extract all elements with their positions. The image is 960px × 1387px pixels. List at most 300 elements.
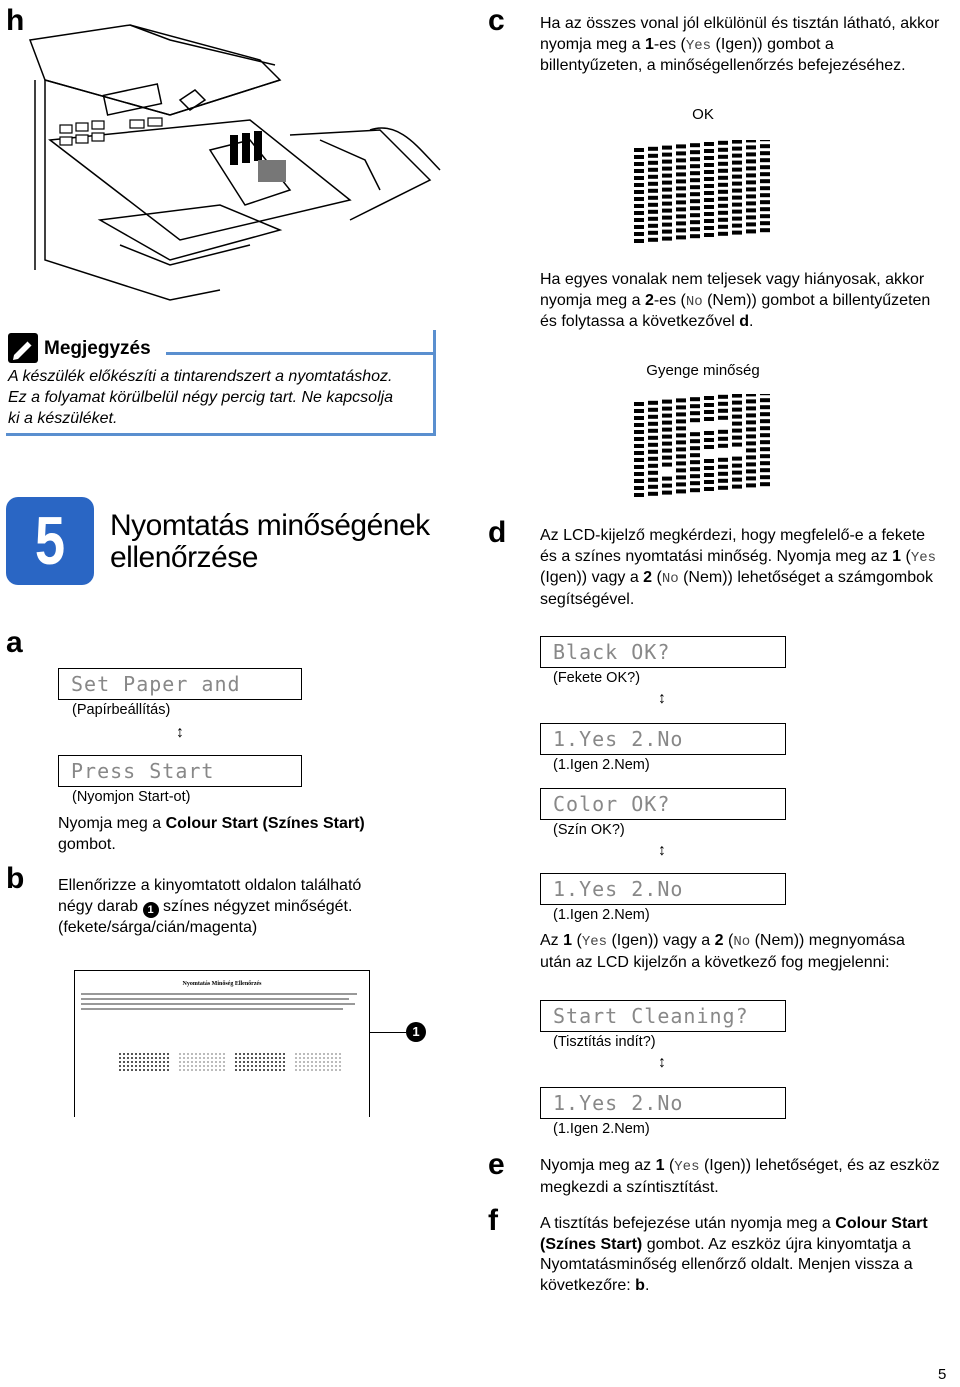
nozzle-dash	[690, 411, 700, 415]
step-e-text: Nyomja meg az	[540, 1157, 656, 1174]
step-h-letter: h	[6, 4, 25, 37]
nozzle-dash	[634, 416, 644, 420]
nozzle-dash	[732, 140, 742, 144]
nozzle-dash	[718, 155, 728, 159]
nozzle-dash	[634, 486, 644, 490]
nozzle-dash	[760, 158, 770, 162]
poor-nozzle-pattern	[630, 394, 776, 504]
nozzle-dash	[634, 225, 644, 229]
nozzle-dash	[662, 216, 672, 220]
nozzle-dash	[718, 465, 728, 469]
nozzle-dash	[732, 485, 742, 489]
nozzle-dash	[690, 453, 700, 457]
nozzle-dash	[648, 210, 658, 214]
nozzle-dash	[634, 183, 644, 187]
nozzle-dash	[746, 413, 756, 417]
nozzle-dash	[746, 159, 756, 163]
nozzle-dash	[732, 436, 742, 440]
step-c-p1-text: Ha az összes vonal jól elkülönül és tisztán látható, akkor nyomja meg a	[540, 15, 940, 53]
step-d-p1-text: Az LCD-kijelző megkérdezi, hogy megfelelő-e a fekete és a színes nyomtatási minőség. Nyomja meg az	[540, 527, 926, 565]
note-rule	[166, 352, 434, 355]
nozzle-dash	[746, 420, 756, 424]
step-c-p1-text3: (Igen)) gombot a billentyűzeten, a minőségellenőrzés befejezéséhez.	[540, 35, 906, 74]
nozzle-dash	[732, 196, 742, 200]
nozzle-dash	[718, 190, 728, 194]
nozzle-dash	[648, 196, 658, 200]
step-c-letter: c	[488, 4, 505, 37]
nozzle-dash	[648, 168, 658, 172]
nozzle-dash	[732, 154, 742, 158]
nozzle-dash	[648, 175, 658, 179]
nozzle-dash	[634, 190, 644, 194]
nozzle-dash	[676, 468, 686, 472]
nozzle-dash	[718, 430, 728, 434]
lcd-yes-no-3-caption: (1.Igen 2.Nem)	[553, 1121, 650, 1137]
nozzle-dash	[662, 428, 672, 432]
nozzle-dash	[746, 166, 756, 170]
nozzle-dash	[746, 434, 756, 438]
nozzle-dash	[718, 472, 728, 476]
nozzle-dash	[690, 178, 700, 182]
nozzle-dash	[732, 457, 742, 461]
nozzle-dash	[718, 416, 728, 420]
nozzle-dash	[746, 222, 756, 226]
lcd-no-word: No	[661, 571, 679, 587]
nozzle-dash	[704, 417, 714, 421]
nozzle-dash	[760, 228, 770, 232]
nozzle-dash	[760, 447, 770, 451]
nozzle-dash	[718, 169, 728, 173]
nozzle-dash	[760, 426, 770, 430]
nozzle-dash	[760, 193, 770, 197]
colour-start-key: Colour Start (Színes Start)	[540, 1215, 928, 1253]
nozzle-dash	[648, 478, 658, 482]
nozzle-dash	[718, 444, 728, 448]
callout-1-icon: 1	[143, 902, 159, 918]
step-c-p2-text: Ha egyes vonalak nem teljesek vagy hiányosak, akkor nyomja meg a	[540, 271, 925, 309]
sheet-title: Nyomtatás Minőség Ellenőrzés	[182, 981, 262, 987]
nozzle-dash	[718, 437, 728, 441]
nozzle-dash	[704, 480, 714, 484]
nozzle-dash	[648, 154, 658, 158]
note-pencil-icon	[8, 333, 38, 363]
nozzle-dash	[690, 143, 700, 147]
key-1: 1	[563, 932, 573, 949]
nozzle-dash	[704, 487, 714, 491]
nozzle-dash	[732, 182, 742, 186]
nozzle-dash	[732, 210, 742, 214]
nozzle-dash	[732, 394, 742, 398]
nozzle-dash	[704, 431, 714, 435]
nozzle-dash	[634, 232, 644, 236]
nozzle-dash	[760, 475, 770, 479]
nozzle-dash	[732, 443, 742, 447]
nozzle-dash	[718, 218, 728, 222]
sheet-text-lines	[81, 993, 363, 1010]
nozzle-dash	[746, 180, 756, 184]
nozzle-dash	[746, 187, 756, 191]
nozzle-dash	[760, 394, 770, 395]
nozzle-dash	[662, 400, 672, 404]
nozzle-dash	[690, 460, 700, 464]
nozzle-dash	[704, 410, 714, 414]
nozzle-dash	[648, 401, 658, 405]
lcd-press-start-caption: (Nyomjon Start-ot)	[72, 789, 191, 805]
quality-check-sheet	[74, 970, 370, 1117]
nozzle-dash	[704, 466, 714, 470]
note-text: A készülék előkészíti a tintarendszert a nyomtatáshoz. Ez a folyamat körülbelül négy percig tart. Ne kapcsolja ki a készüléket.	[8, 368, 394, 427]
nozzle-dash	[662, 230, 672, 234]
nozzle-dash	[746, 215, 756, 219]
nozzle-dash	[746, 399, 756, 403]
nozzle-dash	[676, 151, 686, 155]
up-down-arrow-icon: ↕	[176, 724, 184, 741]
nozzle-dash	[676, 179, 686, 183]
nozzle-dash	[634, 423, 644, 427]
nozzle-dash	[760, 186, 770, 190]
nozzle-dash	[760, 454, 770, 458]
nozzle-dash	[690, 432, 700, 436]
color-blocks	[115, 1053, 345, 1075]
step-e-letter: e	[488, 1148, 505, 1181]
nozzle-dash	[732, 224, 742, 228]
nozzle-dash	[690, 481, 700, 485]
nozzle-dash	[634, 472, 644, 476]
step-f-end: .	[644, 1276, 650, 1294]
nozzle-dash	[634, 218, 644, 222]
nozzle-dash	[662, 442, 672, 446]
nozzle-dash	[662, 491, 672, 495]
lcd-yes-word: Yes	[685, 37, 712, 54]
nozzle-dash	[634, 176, 644, 180]
section-title-line1: Nyomtatás minőségének	[110, 509, 430, 542]
step-a-text-prefix: Nyomja meg a	[58, 815, 166, 832]
nozzle-dash	[648, 238, 658, 242]
step-e-text2: (Igen)) lehetőséget, és az eszköz megkezdi a színtisztítást.	[540, 1157, 940, 1196]
nozzle-dash	[690, 404, 700, 408]
nozzle-dash	[662, 477, 672, 481]
nozzle-dash	[648, 443, 658, 447]
nozzle-dash	[676, 207, 686, 211]
nozzle-dash	[732, 168, 742, 172]
lcd-press-start: Press Start	[58, 755, 302, 787]
nozzle-dash	[760, 398, 770, 402]
step-b-line2-pre: négy darab	[58, 897, 139, 915]
nozzle-dash	[704, 149, 714, 153]
key-1: 1	[655, 1157, 665, 1174]
nozzle-dash	[732, 217, 742, 221]
nozzle-dash	[732, 415, 742, 419]
nozzle-dash	[690, 467, 700, 471]
nozzle-dash	[690, 488, 700, 492]
note-title: Megjegyzés	[44, 338, 151, 359]
nozzle-dash	[676, 235, 686, 239]
nozzle-dash	[704, 459, 714, 463]
nozzle-dash	[704, 212, 714, 216]
nozzle-dash	[704, 156, 714, 160]
step-b-line1: Ellenőrizze a kinyomtatott oldalon található	[58, 877, 362, 894]
nozzle-dash	[634, 409, 644, 413]
nozzle-dash	[704, 184, 714, 188]
nozzle-dash	[746, 483, 756, 487]
nozzle-dash	[704, 205, 714, 209]
nozzle-dash	[690, 171, 700, 175]
nozzle-dash	[662, 421, 672, 425]
step-c-p1-text2: -es (	[653, 35, 686, 53]
nozzle-dash	[662, 153, 672, 157]
nozzle-dash	[662, 174, 672, 178]
nozzle-dash	[746, 201, 756, 205]
nozzle-dash	[676, 440, 686, 444]
nozzle-dash	[676, 165, 686, 169]
step-f-letter: f	[488, 1204, 498, 1237]
nozzle-dash	[746, 394, 756, 396]
nozzle-dash	[718, 148, 728, 152]
nozzle-dash	[648, 224, 658, 228]
nozzle-dash	[690, 150, 700, 154]
up-down-arrow-icon: ↕	[658, 842, 666, 859]
callout-leader	[370, 1032, 406, 1033]
nozzle-dash	[746, 140, 756, 142]
nozzle-dash	[662, 209, 672, 213]
nozzle-dash	[676, 447, 686, 451]
nozzle-dash	[760, 165, 770, 169]
nozzle-dash	[676, 158, 686, 162]
nozzle-dash	[690, 234, 700, 238]
key-1: 1	[892, 547, 902, 565]
step-d-p1-mid: (Igen)) vagy a	[540, 569, 644, 586]
nozzle-dash	[690, 206, 700, 210]
nozzle-dash	[746, 476, 756, 480]
poor-quality-label: Gyenge minőség	[646, 362, 760, 379]
nozzle-dash	[662, 435, 672, 439]
step-a-letter: a	[6, 626, 23, 659]
nozzle-dash	[662, 181, 672, 185]
nozzle-dash	[634, 493, 644, 497]
nozzle-dash	[760, 214, 770, 218]
nozzle-dash	[746, 448, 756, 452]
nozzle-dash	[648, 217, 658, 221]
section-number-badge	[6, 497, 94, 585]
nozzle-dash	[676, 489, 686, 493]
nozzle-dash	[690, 446, 700, 450]
nozzle-dash	[662, 167, 672, 171]
nozzle-dash	[676, 426, 686, 430]
nozzle-dash	[746, 427, 756, 431]
step-c-paragraph1	[540, 14, 940, 77]
nozzle-dash	[718, 402, 728, 406]
nozzle-dash	[634, 479, 644, 483]
step-d-p2-end: (Nem)) megnyomása után az LCD kijelzőn a következő fog megjelenni:	[540, 932, 905, 971]
nozzle-dash	[676, 200, 686, 204]
nozzle-dash	[760, 412, 770, 416]
nozzle-dash	[732, 401, 742, 405]
nozzle-dash	[676, 461, 686, 465]
nozzle-dash	[662, 195, 672, 199]
nozzle-dash	[760, 179, 770, 183]
nozzle-dash	[704, 142, 714, 146]
lcd-color-ok: Color OK?	[540, 788, 786, 820]
nozzle-dash	[648, 429, 658, 433]
step-b-instruction	[58, 876, 438, 938]
nozzle-dash	[634, 458, 644, 462]
nozzle-dash	[704, 233, 714, 237]
nozzle-dash	[634, 197, 644, 201]
lcd-yes-word: Yes	[581, 934, 608, 950]
nozzle-dash	[648, 457, 658, 461]
nozzle-dash	[760, 468, 770, 472]
nozzle-dash	[760, 151, 770, 155]
nozzle-dash	[690, 164, 700, 168]
lcd-yes-word: Yes	[910, 549, 937, 566]
lcd-yes-no-2: 1.Yes 2.No	[540, 873, 786, 905]
nozzle-dash	[704, 163, 714, 167]
section-title	[110, 510, 430, 574]
nozzle-dash	[746, 462, 756, 466]
nozzle-dash	[690, 213, 700, 217]
nozzle-dash	[746, 455, 756, 459]
nozzle-dash	[690, 157, 700, 161]
nozzle-dash	[760, 207, 770, 211]
step-d-p1-end: (Nem)) lehetőséget a számgombok segítségével.	[540, 569, 933, 608]
lcd-yes-word: Yes	[674, 1159, 700, 1175]
nozzle-dash	[648, 450, 658, 454]
nozzle-dash	[676, 186, 686, 190]
step-c-paragraph2	[540, 270, 940, 333]
lcd-black-ok: Black OK?	[540, 636, 786, 668]
nozzle-dash	[648, 471, 658, 475]
nozzle-dash	[732, 231, 742, 235]
nozzle-dash	[746, 441, 756, 445]
nozzle-dash	[634, 211, 644, 215]
nozzle-dash	[648, 182, 658, 186]
nozzle-dash	[704, 473, 714, 477]
nozzle-dash	[690, 397, 700, 401]
nozzle-dash	[662, 414, 672, 418]
nozzle-dash	[760, 440, 770, 444]
section-title-line2: ellenőrzése	[110, 541, 258, 574]
nozzle-dash	[732, 478, 742, 482]
nozzle-dash	[746, 229, 756, 233]
nozzle-dash	[690, 474, 700, 478]
nozzle-dash	[648, 189, 658, 193]
colour-start-key: Colour Start (Színes Start)	[165, 815, 365, 832]
nozzle-dash	[732, 175, 742, 179]
key-1: 1	[644, 35, 654, 53]
step-a-instruction	[58, 814, 428, 855]
nozzle-dash	[662, 463, 672, 467]
lcd-black-ok-caption: (Fekete OK?)	[553, 670, 641, 686]
step-d-paragraph2: Az 1 (Yes (Igen)) vagy a 2 (No (Nem)) megnyomása után az LCD kijelzőn a következő fog megjelenni:	[540, 932, 905, 971]
nozzle-dash	[732, 422, 742, 426]
nozzle-dash	[718, 211, 728, 215]
nozzle-dash	[648, 485, 658, 489]
nozzle-dash	[648, 415, 658, 419]
nozzle-dash	[676, 419, 686, 423]
nozzle-dash	[648, 422, 658, 426]
nozzle-dash	[718, 141, 728, 145]
nozzle-dash	[676, 405, 686, 409]
step-b-line3: (fekete/sárga/cián/magenta)	[58, 918, 258, 936]
nozzle-dash	[718, 409, 728, 413]
nozzle-dash	[718, 176, 728, 180]
step-b-reference: b	[635, 1276, 645, 1294]
step-a-text-suffix: gombot.	[58, 835, 116, 853]
nozzle-dash	[718, 232, 728, 236]
lcd-start-cleaning: Start Cleaning?	[540, 1000, 786, 1032]
nozzle-dash	[634, 155, 644, 159]
nozzle-dash	[676, 433, 686, 437]
nozzle-dash	[662, 160, 672, 164]
nozzle-dash	[704, 403, 714, 407]
nozzle-dash	[634, 451, 644, 455]
nozzle-dash	[760, 221, 770, 225]
key-2: 2	[714, 932, 724, 949]
nozzle-dash	[676, 144, 686, 148]
nozzle-dash	[718, 162, 728, 166]
nozzle-dash	[760, 482, 770, 486]
nozzle-dash	[718, 225, 728, 229]
nozzle-dash	[704, 219, 714, 223]
nozzle-dash	[662, 456, 672, 460]
step-b-line2-post: színes négyzet minőségét.	[162, 897, 353, 915]
key-2: 2	[644, 291, 654, 309]
step-d-reference: d	[739, 313, 749, 330]
nozzle-dash	[732, 471, 742, 475]
step-c-p2-end: .	[749, 313, 754, 330]
step-f-text2: gombot. Az eszköz újra kinyomtatja a Nyomtatásminőség ellenőrző oldalt. Menjen vissza a következőre:	[540, 1235, 913, 1294]
nozzle-dash	[718, 458, 728, 462]
step-d-p2-text: Az	[540, 932, 564, 949]
step-d-letter: d	[488, 516, 507, 549]
step-c-p2-text3: (Nem)) gombot a billentyűzeten és folytassa a következővel	[540, 291, 931, 330]
nozzle-dash	[760, 172, 770, 176]
nozzle-dash	[690, 199, 700, 203]
lcd-yes-no-2-caption: (1.Igen 2.Nem)	[553, 907, 650, 923]
lcd-yes-no-1: 1.Yes 2.No	[540, 723, 786, 755]
nozzle-dash	[676, 214, 686, 218]
key-2: 2	[643, 569, 653, 586]
nozzle-dash	[760, 419, 770, 423]
nozzle-dash	[662, 202, 672, 206]
nozzle-dash	[648, 492, 658, 496]
nozzle-dash	[760, 461, 770, 465]
nozzle-dash	[718, 197, 728, 201]
lcd-start-cleaning-caption: (Tisztítás indít?)	[553, 1034, 656, 1050]
nozzle-dash	[760, 144, 770, 148]
nozzle-dash	[662, 223, 672, 227]
nozzle-dash	[676, 398, 686, 402]
nozzle-dash	[760, 200, 770, 204]
nozzle-dash	[746, 152, 756, 156]
nozzle-dash	[732, 189, 742, 193]
lcd-yes-no-1-caption: (1.Igen 2.Nem)	[553, 757, 650, 773]
nozzle-dash	[676, 221, 686, 225]
sheet-callout-1-icon: 1	[406, 1022, 426, 1042]
nozzle-dash	[676, 193, 686, 197]
page-number: 5	[938, 1366, 947, 1383]
nozzle-dash	[662, 484, 672, 488]
nozzle-dash	[746, 173, 756, 177]
step-d-paragraph1: Az LCD-kijelző megkérdezi, hogy megfelelő-e a fekete és a színes nyomtatási minőség. Nyomja meg az 1 (Yes (Igen)) vagy a 2 (No (Nem)) lehetőséget a számgombok segítségével.	[540, 527, 937, 608]
nozzle-dash	[676, 482, 686, 486]
nozzle-dash	[718, 183, 728, 187]
nozzle-dash	[732, 464, 742, 468]
nozzle-dash	[634, 148, 644, 152]
nozzle-dash	[662, 146, 672, 150]
nozzle-dash	[704, 226, 714, 230]
nozzle-dash	[732, 147, 742, 151]
